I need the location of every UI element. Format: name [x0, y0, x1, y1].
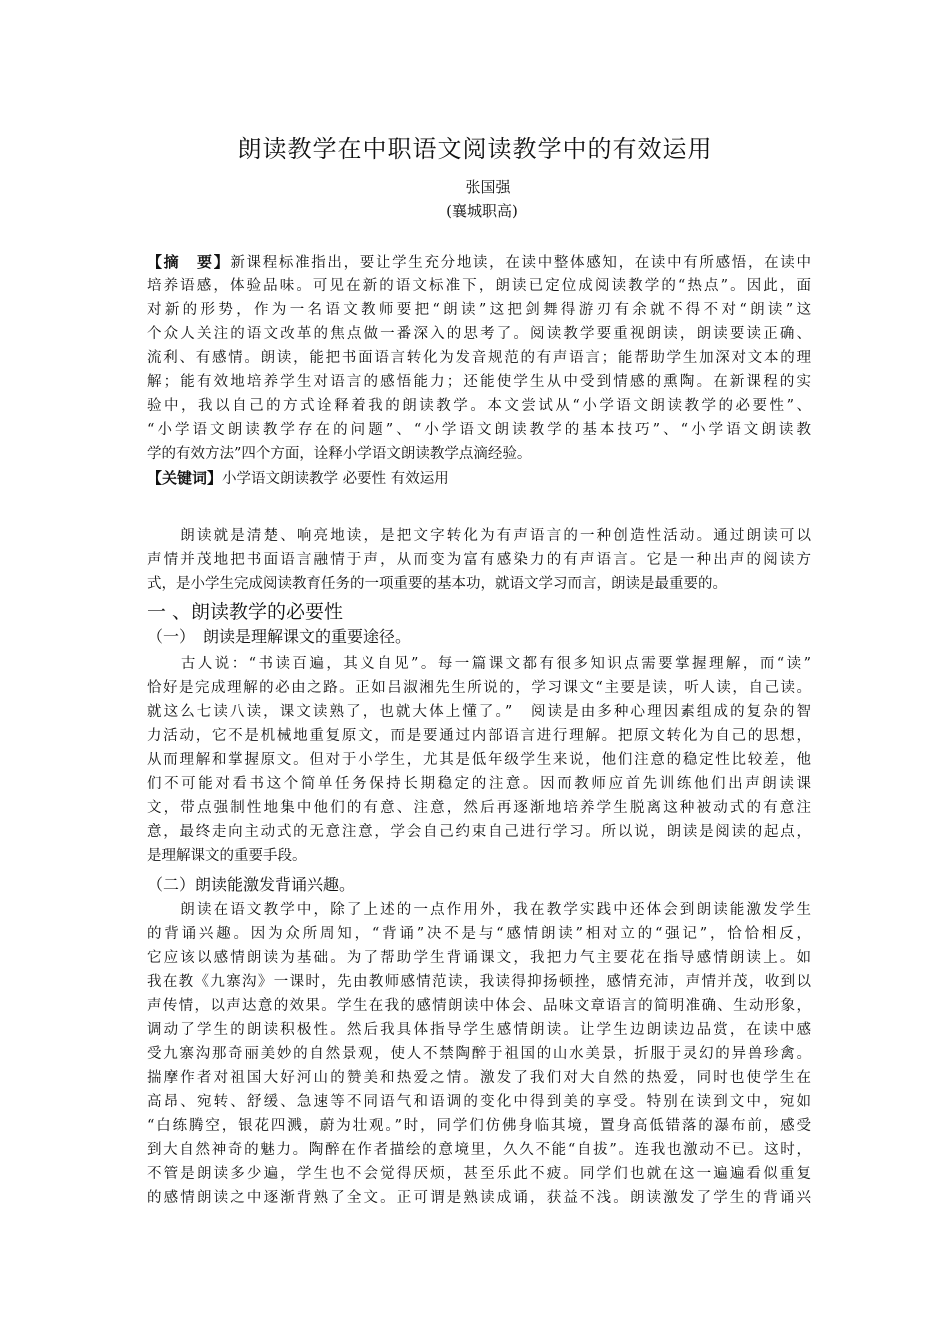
abstract-line: 验中，我以自己的方式诠释着我的朗读教学。本文尝试从“小学语文朗读教学的必要性”、 [147, 398, 811, 414]
abstract-line: 个众人关注的语文改革的焦点做一番深入的思考了。阅读教学要重视朗读，朗读要读正确、 [147, 326, 811, 342]
author-name: 张国强 [465, 178, 511, 196]
abstract-line: “小学语文朗读教学存在的问题”、“小学语文朗读教学的基本技巧”、“小学语文朗读教 [147, 422, 811, 438]
body-line: 恰好是完成理解的必由之路。正如吕淑湘先生所说的，学习课文“主要是读，听人读，自己读。 [147, 680, 811, 696]
subsection-paragraph [147, 898, 811, 1210]
body-line: 朗读在语文教学中，除了上述的一点作用外，我在教学实践中还体会到朗读能激发学生 [147, 902, 811, 918]
body-line: 们不可能对看书这个简单任务保持长期稳定的注意。因而教师应首先训练他们出声朗读课 [147, 776, 811, 792]
intro-line: 朗读就是清楚、响亮地读，是把文字转化为有声语言的一种创造性活动。通过朗读可以 [147, 528, 811, 544]
body-line: 的背诵兴趣。因为众所周知，“背诵”决不是与“感情朗读”相对立的“强记”，恰恰相反， [147, 926, 811, 942]
abstract-line: 解；能有效地培养学生对语言的感悟能力；还能使学生从中受到情感的熏陶。在新课程的实 [147, 374, 811, 390]
abstract-line: 学的有效方法”四个方面，诠释小学语文朗读教学点滴经验。 [147, 446, 532, 462]
abstract-text: 新课程标准指出，要让学生充分地读，在读中整体感知，在读中有所感悟，在读中 [230, 255, 811, 271]
body-line: 文，带点强制性地集中他们的有意、注意，然后再逐渐地培养学生脱离这种被动式的有意注 [147, 800, 811, 816]
body-line: 力活动，它不是机械地重复原文，而是要通过内部语言进行理解。把原文转化为自己的思想， [147, 728, 811, 744]
keywords-label: 【关键词】 [147, 469, 223, 487]
body-line: 就这么七读八读，课文读熟了，也就大体上懂了。” 阅读是由多种心理因素组成的复杂的智 [147, 704, 811, 720]
body-line: 揣摩作者对祖国大好河山的赞美和热爱之情。激发了我们对大自然的热爱，同时也使学生在 [147, 1070, 811, 1086]
abstract-label: 【摘 要】 [147, 253, 231, 271]
abstract-line: 流利、有感情。朗读，能把书面语言转化为发音规范的有声语言；能帮助学生加深对文本的理 [147, 350, 811, 366]
abstract-line: 培养语感，体验品味。可见在新的语文标准下，朗读已定位成阅读教学的“热点”。因此，面 [147, 278, 811, 294]
body-line: “白练腾空，银花四溅，蔚为壮观。”时，同学们仿佛身临其境，置身高低错落的瀑布前，感受 [147, 1118, 811, 1134]
abstract-line [147, 250, 811, 274]
body-line: 高昂、宛转、舒缓、急速等不同语气和语调的变化中得到美的享受。特别在读到文中，宛如 [147, 1094, 811, 1110]
subsection-heading: （一） 朗读是理解课文的重要途径。 [147, 627, 412, 646]
section-heading: 一 、朗读教学的必要性 [147, 601, 344, 623]
body-line: 调动了学生的朗读积极性。然后我具体指导学生感情朗读。让学生边朗读边品赏，在读中感 [147, 1022, 811, 1038]
intro-line: 式，是小学生完成阅读教育任务的一项重要的基本功，就语文学习而言，朗读是最重要的。 [147, 576, 727, 592]
body-line: 古人说：“书读百遍，其义自见”。每一篇课文都有很多知识点需要掌握理解，而“读” [147, 656, 811, 672]
body-line: 它应该以感情朗读为基础。为了帮助学生背诵课文，我把力气主要花在指导感情朗读上。如 [147, 950, 811, 966]
paper-title: 朗读教学在中职语文阅读教学中的有效运用 [237, 135, 713, 163]
body-line: 意，最终走向主动式的无意注意，学会自己约束自己进行学习。所以说，朗读是阅读的起点， [147, 824, 811, 840]
intro-paragraph [147, 524, 811, 596]
subsection-heading: （二）朗读能激发背诵兴趣。 [147, 875, 356, 894]
body-line: 是理解课文的重要手段。 [147, 848, 307, 864]
body-line: 不管是朗读多少遍，学生也不会觉得厌烦，甚至乐此不疲。同学们也就在这一遍遍看似重复 [147, 1166, 811, 1182]
author-affiliation: (襄城职高) [446, 202, 518, 220]
body-line: 的感情朗读之中逐渐背熟了全文。正可谓是熟读成诵，获益不浅。朗读激发了学生的背诵兴 [147, 1190, 811, 1206]
keywords-line [147, 466, 811, 490]
keywords-text: 小学语文朗读教学 必要性 有效运用 [222, 471, 449, 487]
body-line: 到大自然神奇的魅力。陶醉在作者描绘的意境里，久久不能“自拔”。连我也激动不已。这时， [147, 1142, 811, 1158]
abstract-block [147, 250, 811, 490]
subsection-paragraph [147, 652, 811, 868]
body-line: 声传情，以声达意的效果。学生在我的感情朗读中体会、品味文章语言的简明准确、生动形象， [147, 998, 811, 1014]
body-line: 我在教《九寨沟》一课时，先由教师感情范读，我读得抑扬顿挫，感情充沛，声情并茂，收到以 [147, 974, 811, 990]
body-line: 受九寨沟那奇丽美妙的自然景观，使人不禁陶醉于祖国的山水美景，折服于灵幻的异兽珍禽。 [147, 1046, 811, 1062]
intro-line: 声情并茂地把书面语言融情于声，从而变为富有感染力的有声语言。它是一种出声的阅读方 [147, 552, 811, 568]
body-line: 从而理解和掌握原文。但对于小学生，尤其是低年级学生来说，他们注意的稳定性比较差，他 [147, 752, 811, 768]
abstract-line: 对新的形势，作为一名语文教师要把“朗读”这把剑舞得游刃有余就不得不对“朗读”这 [147, 302, 811, 318]
